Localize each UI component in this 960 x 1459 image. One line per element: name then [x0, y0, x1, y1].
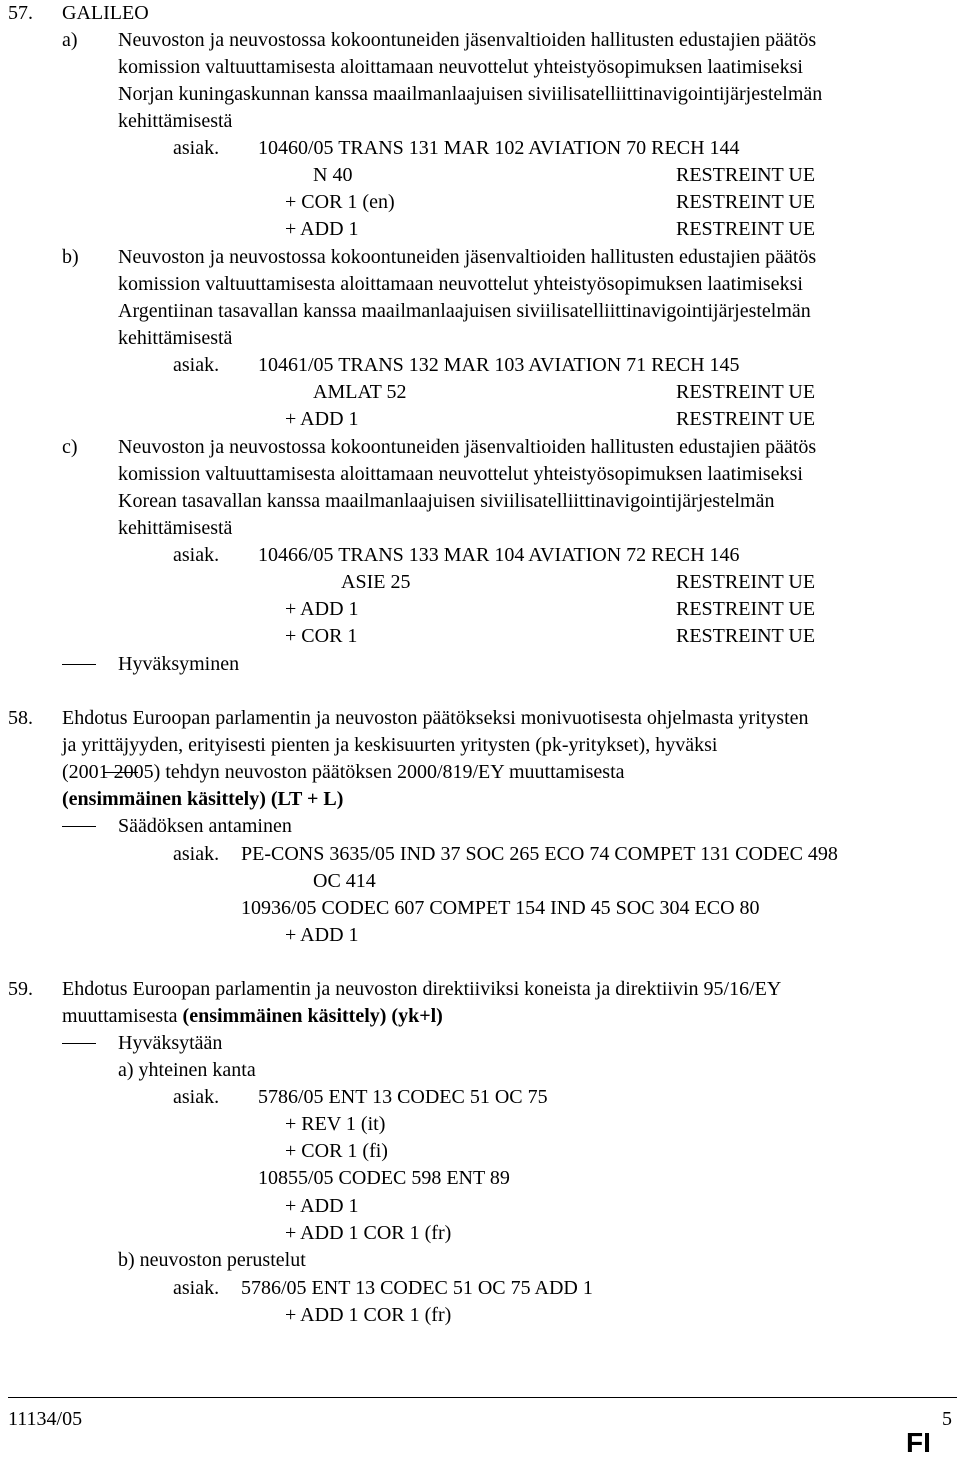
text-line: Argentiinan tasavallan kanssa maailmanlaajuisen siviilisatelliittinavigointijärjestelmän [118, 300, 811, 322]
dash-bullet-icon [62, 1043, 96, 1044]
text-line: komission valtuuttamisesta aloittamaan neuvottelut yhteistyösopimuksen laatimiseksi [118, 273, 803, 295]
doc-ref: 10461/05 TRANS 132 MAR 103 AVIATION 71 RECH 145 [258, 354, 740, 376]
doc-ref: + ADD 1 [285, 924, 359, 946]
text-line: kehittämisestä [118, 517, 233, 539]
classification: RESTREINT UE [676, 218, 816, 240]
classification: RESTREINT UE [676, 408, 816, 430]
classification: RESTREINT UE [676, 191, 816, 213]
dash-bullet-icon [62, 664, 96, 665]
asiak-label: asiak. [173, 544, 220, 566]
classification: RESTREINT UE [676, 164, 816, 186]
doc-ref: 5786/05 ENT 13 CODEC 51 OC 75 ADD 1 [241, 1277, 593, 1299]
text-line: kehittämisestä [118, 327, 233, 349]
text-normal: muuttamisesta [62, 1005, 183, 1027]
sub-label-b: b) [62, 246, 79, 268]
doc-suffix: + COR 1 [285, 625, 358, 647]
sub-label-c: c) [62, 436, 78, 458]
item-number: 57. [8, 2, 33, 24]
classification: RESTREINT UE [676, 571, 816, 593]
doc-ref: + ADD 1 COR 1 (fr) [285, 1222, 452, 1244]
action-text: Hyväksytään [118, 1032, 223, 1054]
item-number: 59. [8, 978, 33, 1000]
text-line: Neuvoston ja neuvostossa kokoontuneiden jäsenvaltioiden hallitusten edustajien päätös [118, 246, 817, 268]
asiak-label: asiak. [173, 1086, 220, 1108]
reading-label: (ensimmäinen käsittely) (LT + L) [62, 788, 344, 810]
doc-ref: 10466/05 TRANS 133 MAR 104 AVIATION 72 RECH 146 [258, 544, 740, 566]
item-number: 58. [8, 707, 33, 729]
text-line: Korean tasavallan kanssa maailmanlaajuisen siviilisatelliittinavigointijärjestelmän [118, 490, 775, 512]
sub-label-a: a) [62, 29, 78, 51]
en-dash-icon [104, 772, 138, 773]
text-line: Ehdotus Euroopan parlamentin ja neuvoston direktiiviksi koneista ja direktiivin 95/16/EY [62, 978, 782, 1000]
sub-heading-b: b) neuvoston perustelut [118, 1249, 306, 1271]
doc-ref: + ADD 1 COR 1 (fr) [285, 1304, 452, 1326]
sub-heading-a: a) yhteinen kanta [118, 1059, 256, 1081]
doc-ref: + REV 1 (it) [285, 1113, 386, 1135]
classification: RESTREINT UE [676, 625, 816, 647]
doc-suffix: + COR 1 (en) [285, 191, 395, 213]
doc-suffix: + ADD 1 [285, 408, 359, 430]
text-line [62, 1004, 443, 1028]
text-line: Ehdotus Euroopan parlamentin ja neuvoston päätökseksi monivuotisesta ohjelmasta yritysten [62, 707, 809, 729]
classification: RESTREINT UE [676, 598, 816, 620]
action-text: Säädöksen antaminen [118, 815, 292, 837]
footer-divider [8, 1397, 957, 1398]
asiak-label: asiak. [173, 137, 220, 159]
doc-ref: 5786/05 ENT 13 CODEC 51 OC 75 [258, 1086, 548, 1108]
text-line: ja yrittäjyyden, erityisesti pienten ja keskisuurten yritysten (pk-yritykset), hyväksi [62, 734, 718, 756]
doc-ref: 10855/05 CODEC 598 ENT 89 [258, 1167, 510, 1189]
asiak-label: asiak. [173, 843, 220, 865]
text-line: Norjan kuningaskunnan kanssa maailmanlaajuisen siviilisatelliittinavigointijärjestelmän [118, 83, 823, 105]
asiak-label: asiak. [173, 354, 220, 376]
doc-ref: + ADD 1 [285, 1195, 359, 1217]
doc-ref: 10936/05 CODEC 607 COMPET 154 IND 45 SOC 304 ECO 80 [241, 897, 760, 919]
doc-suffix: ASIE 25 [341, 571, 411, 593]
doc-ref: + COR 1 (fi) [285, 1140, 388, 1162]
footer-page-number: 5 [942, 1408, 952, 1430]
action-text: Hyväksyminen [118, 653, 240, 675]
text-line: komission valtuuttamisesta aloittamaan neuvottelut yhteistyösopimuksen laatimiseksi [118, 463, 803, 485]
doc-ref: PE-CONS 3635/05 IND 37 SOC 265 ECO 74 COMPET 131 CODEC 498 [241, 843, 838, 865]
doc-suffix: + ADD 1 [285, 218, 359, 240]
doc-ref: 10460/05 TRANS 131 MAR 102 AVIATION 70 RECH 144 [258, 137, 740, 159]
doc-suffix: + ADD 1 [285, 598, 359, 620]
doc-suffix: N 40 [313, 164, 353, 186]
text-line: komission valtuuttamisesta aloittamaan neuvottelut yhteistyösopimuksen laatimiseksi [118, 56, 803, 78]
text-line: Neuvoston ja neuvostossa kokoontuneiden jäsenvaltioiden hallitusten edustajien päätös [118, 436, 817, 458]
text-line: (2001 2005) tehdyn neuvoston päätöksen 2000/819/EY muuttamisesta [62, 761, 625, 783]
item-title: GALILEO [62, 2, 149, 24]
text-line: Neuvoston ja neuvostossa kokoontuneiden jäsenvaltioiden hallitusten edustajien päätös [118, 29, 817, 51]
doc-suffix: AMLAT 52 [313, 381, 407, 403]
dash-bullet-icon [62, 826, 96, 827]
reading-label: (ensimmäinen käsittely) (yk+l) [182, 1005, 443, 1027]
asiak-label: asiak. [173, 1277, 220, 1299]
footer-doc-ref: 11134/05 [8, 1408, 83, 1430]
footer-language-code: FI [906, 1427, 931, 1458]
doc-ref: OC 414 [313, 870, 376, 892]
classification: RESTREINT UE [676, 381, 816, 403]
text-line: kehittämisestä [118, 110, 233, 132]
